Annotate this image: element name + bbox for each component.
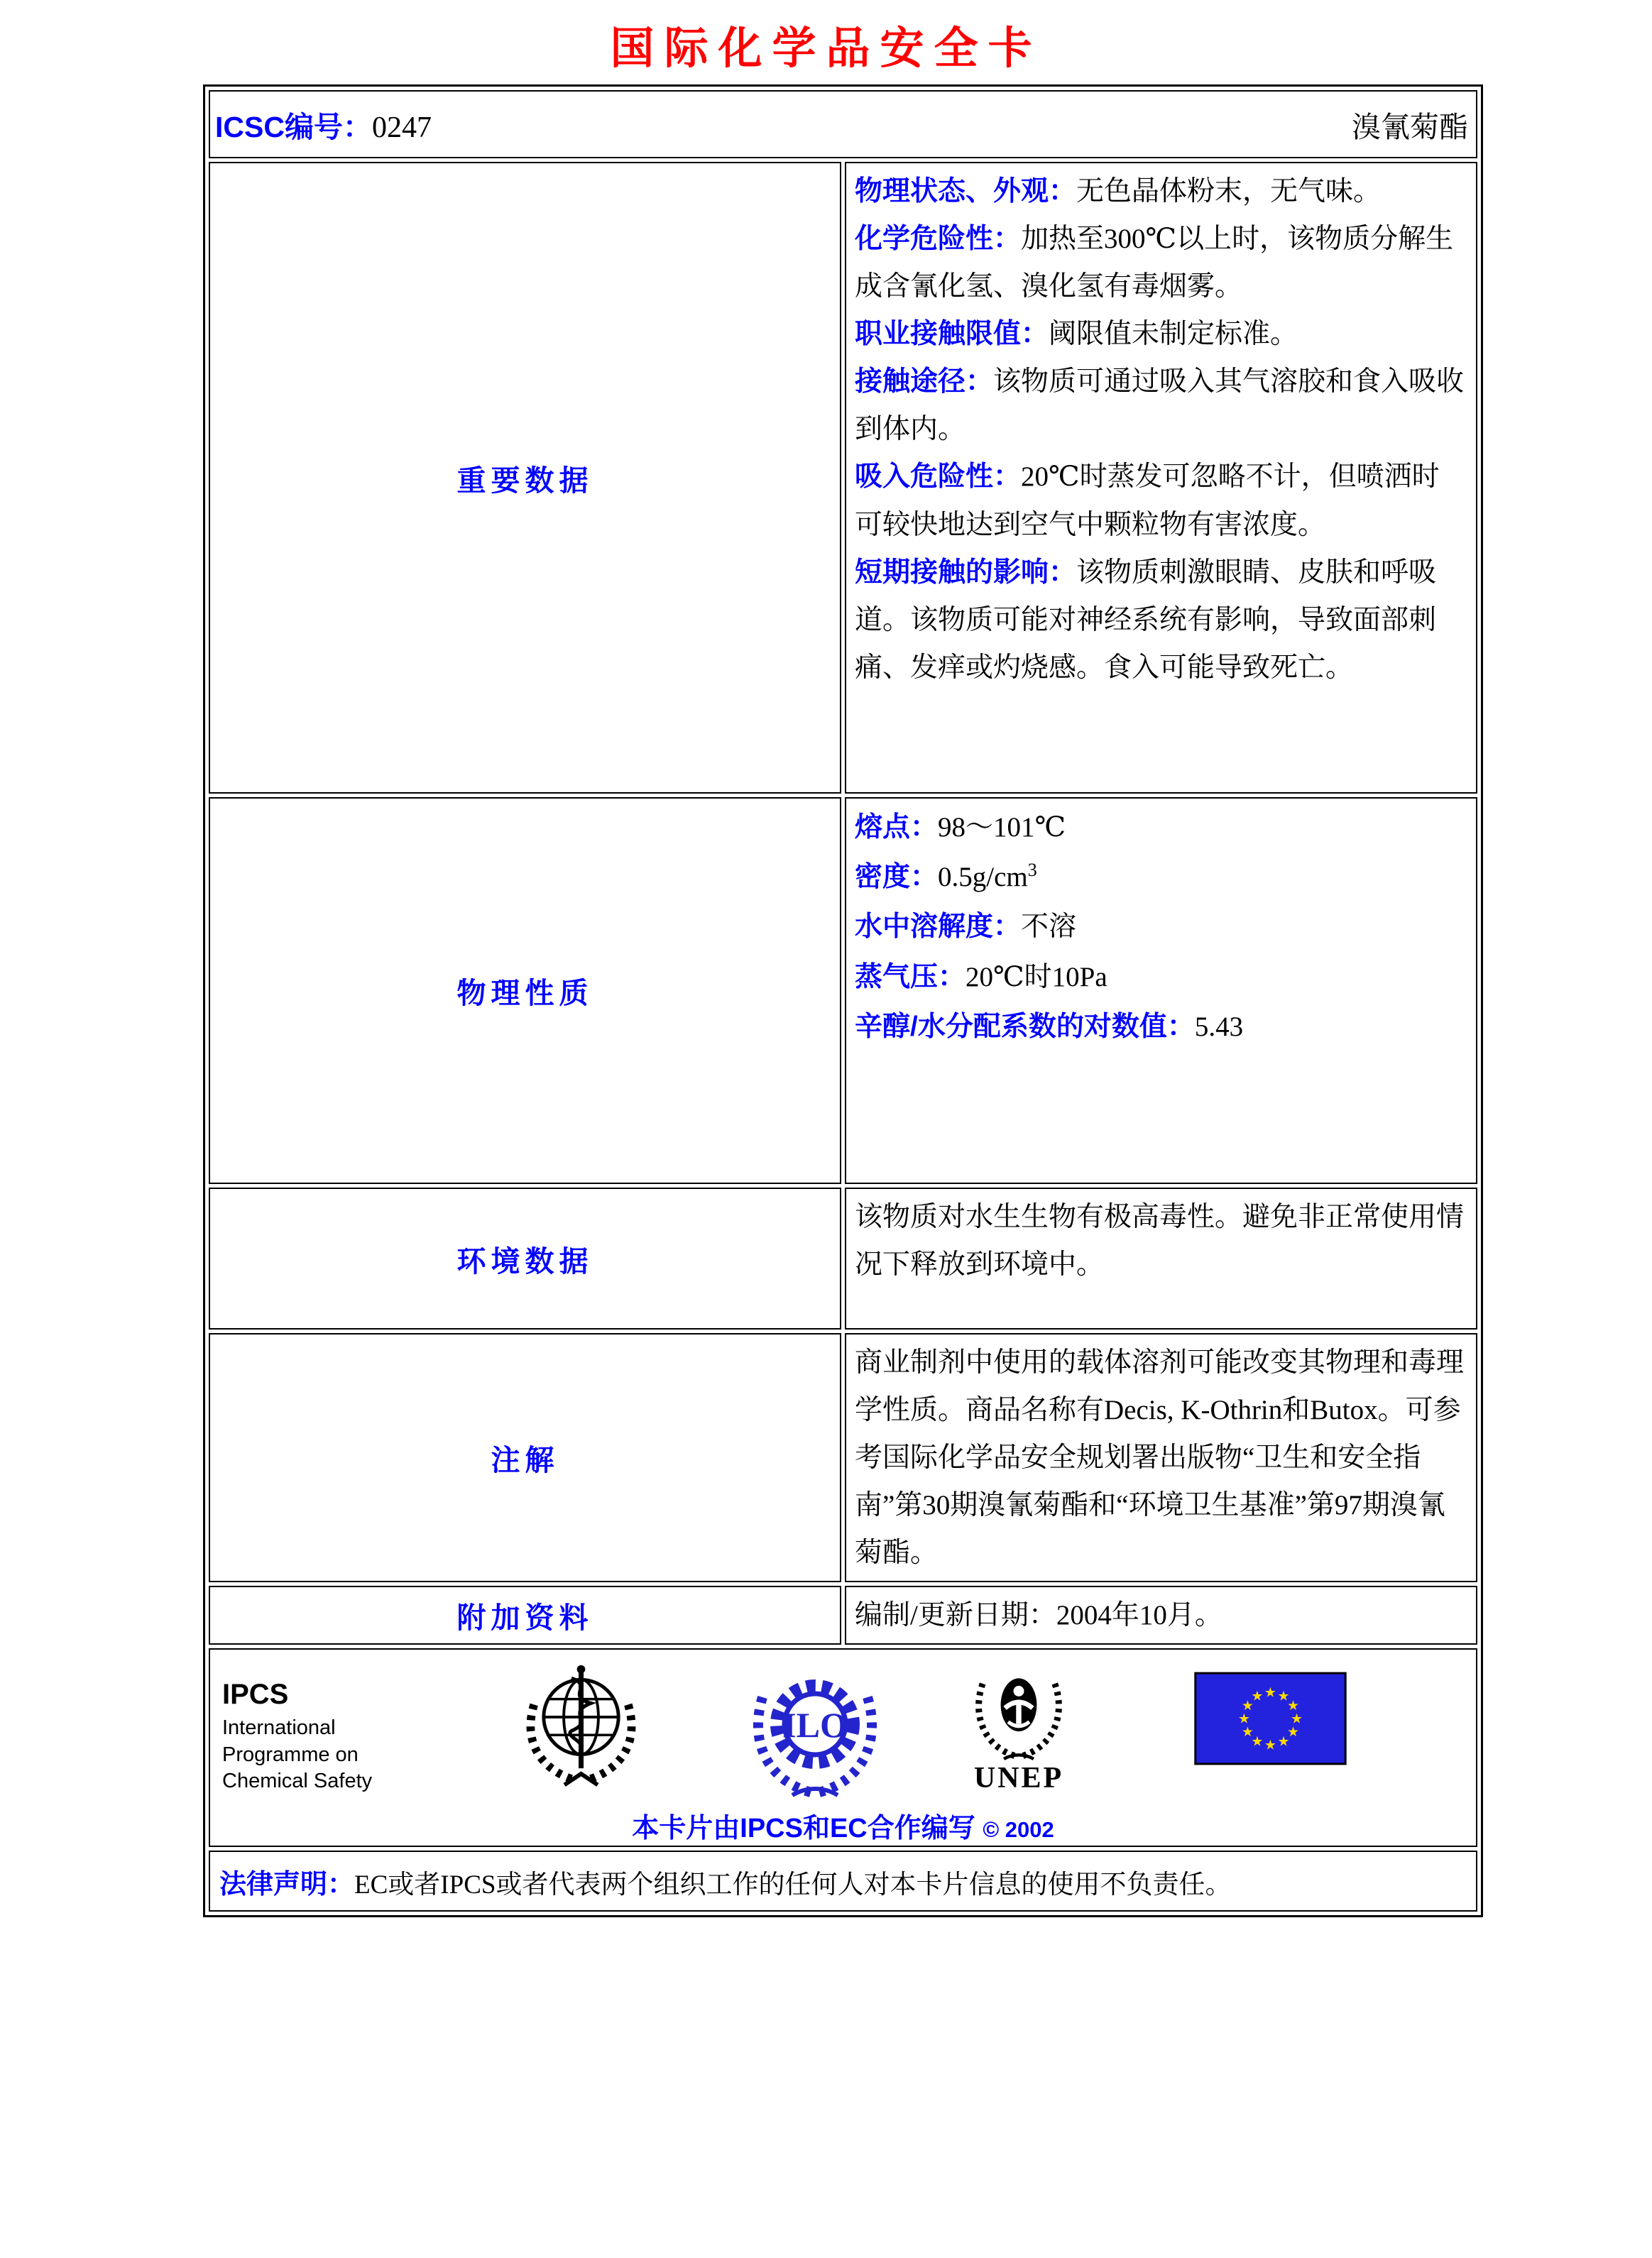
svg-text:★: ★: [1286, 1725, 1300, 1741]
section-label-cell-notes: [209, 1333, 841, 1582]
entry-chemical-danger: 化学危险性：加热至300℃以上时，该物质分解生成含氰化氢、溴化氢有毒烟雾。: [855, 224, 1454, 302]
entry-inhalation-risk: 吸入危险性：20℃时蒸发可忽略不计，但喷洒时可较快地达到空气中颗粒物有害浓度。: [855, 461, 1440, 540]
substance-name: 溴氰菊酯: [1352, 110, 1468, 143]
entry-octanol-water-coefficient: 辛醇/水分配系数的对数值：5.43: [855, 1011, 1244, 1042]
unep-logo-icon: [966, 1660, 1072, 1795]
entry-occupational-limit: 职业接触限值：阈限值未制定标准。: [855, 319, 1298, 350]
ilo-logo-icon: [744, 1660, 886, 1806]
entry-melting-point: 熔点：98～101℃: [855, 812, 1066, 843]
section-label-environmental-data: 环境数据: [456, 1244, 593, 1278]
section-content-physical-properties: [845, 797, 1477, 1184]
legal-notice-row: [209, 1851, 1477, 1912]
ipcs-text-block: IPCS International Programme on Chemical Safety: [222, 1660, 435, 1794]
section-label-notes: 注解: [491, 1444, 559, 1477]
section-content-important-data: [845, 162, 1477, 794]
cooperation-caption: 本卡片由IPCS和EC合作编写 © 2002: [632, 1814, 1054, 1844]
ipcs-acronym: IPCS: [222, 1679, 289, 1711]
svg-text:★: ★: [1286, 1699, 1300, 1714]
entry-physical-state: 物理状态、外观：无色晶体粉末，无气味。: [855, 176, 1382, 207]
entry-environmental-text: 该物质对水生生物有极高毒性。避免非正常使用情况下释放到环境中。: [855, 1202, 1465, 1281]
section-content-additional-info: [845, 1586, 1477, 1645]
legal-notice-text: EC或者IPCS或者代表两个组织工作的任何人对本卡片信息的使用不负责任。: [354, 1870, 1232, 1900]
copyright-text: © 2002: [983, 1817, 1054, 1843]
svg-text:★: ★: [1264, 1686, 1277, 1701]
who-logo-icon: [512, 1660, 650, 1802]
section-label-physical-properties: 物理性质: [456, 977, 593, 1009]
icsc-card-page: [0, 13, 1652, 2258]
section-label-cell-additional-info: [209, 1586, 841, 1645]
eu-flag-icon: [1194, 1672, 1347, 1765]
svg-text:★: ★: [1237, 1712, 1251, 1728]
icsc-number-group: [215, 104, 432, 146]
entry-update-date: 编制/更新日期：2004年10月。: [855, 1600, 1222, 1631]
entry-water-solubility: 水中溶解度：不溶: [855, 911, 1077, 943]
page-title: 国际化学品安全卡: [610, 24, 1042, 73]
svg-text:★: ★: [1251, 1735, 1264, 1750]
icsc-card-table: [203, 84, 1483, 1917]
svg-text:★: ★: [1264, 1738, 1277, 1754]
icsc-number-value: 0247: [371, 111, 432, 144]
section-label-cell-important-data: [209, 162, 841, 794]
section-content-notes: [845, 1333, 1477, 1582]
svg-text:★: ★: [1241, 1725, 1254, 1741]
entry-exposure-route: 接触途径：该物质可通过吸入其气溶胶和食入吸收到体内。: [855, 366, 1465, 445]
entry-density: 密度：$0.5g/cm^3$: [855, 860, 1037, 893]
entry-notes-text: 商业制剂中使用的载体溶剂可能改变其物理和毒理学性质。商品名称有Decis, K-Othrin和Butox。可参考国际化学品安全规划署出版物“卫生和安全指南”第30期溴氰菊酯和“环境卫生基准”第97期溴氰菊酯。: [855, 1347, 1465, 1569]
section-label-important-data: 重要数据: [456, 464, 593, 497]
svg-text:★: ★: [1251, 1689, 1264, 1705]
entry-short-term-effects: 短期接触的影响：该物质刺激眼睛、皮肤和呼吸道。该物质可能对神经系统有影响，导致面部刺痛、发痒或灼烧感。食入可能导致死亡。: [855, 557, 1437, 683]
section-label-cell-physical-properties: [209, 797, 841, 1184]
section-content-environmental-data: [845, 1188, 1477, 1330]
entry-vapor-pressure: 蒸气压：20℃时10Pa: [855, 961, 1107, 992]
icsc-number-label: ICSC编号：: [215, 110, 372, 143]
section-label-additional-info: 附加资料: [456, 1601, 593, 1635]
svg-text:★: ★: [1241, 1699, 1254, 1714]
footer-logos-row: [209, 1648, 1477, 1847]
unep-label: UNEP: [973, 1762, 1064, 1795]
section-label-cell-environmental-data: [209, 1188, 841, 1330]
ilo-letters: ILO: [782, 1705, 848, 1745]
legal-notice-label: 法律声明：: [219, 1869, 355, 1900]
svg-text:★: ★: [1290, 1712, 1303, 1728]
svg-text:★: ★: [1277, 1689, 1290, 1705]
svg-text:★: ★: [1277, 1735, 1290, 1750]
header-row: [209, 90, 1477, 158]
